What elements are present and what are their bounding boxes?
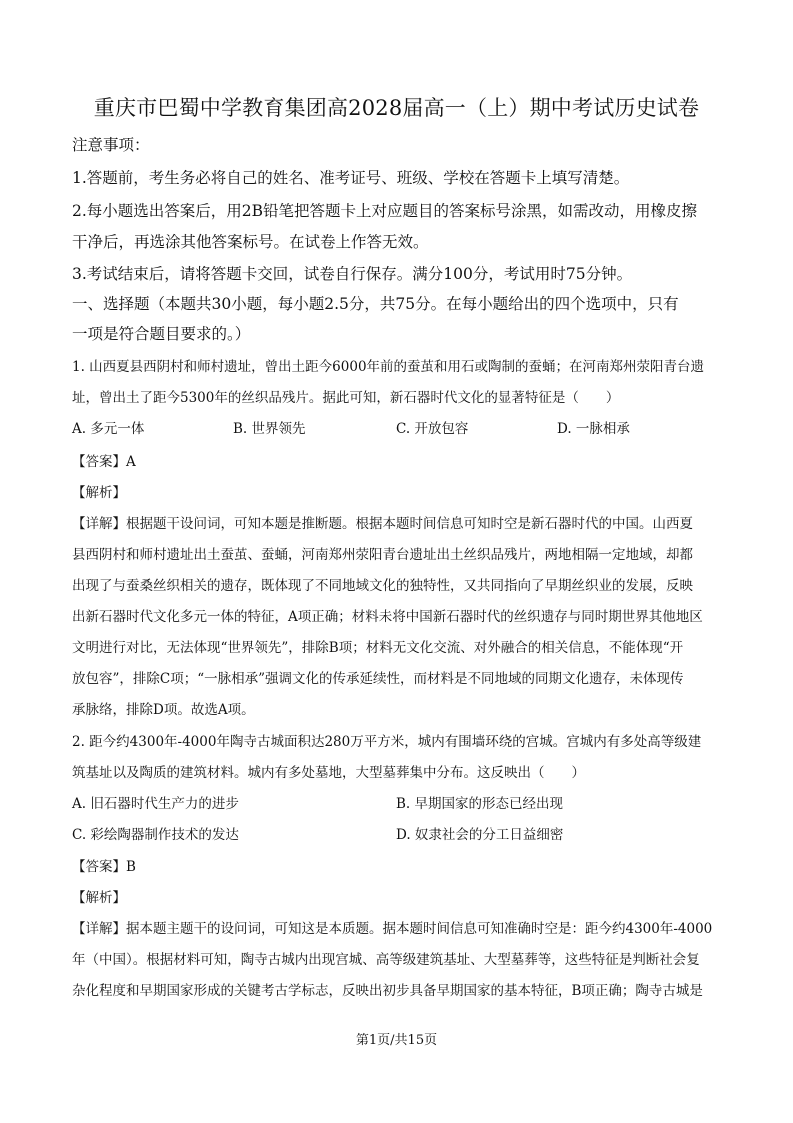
q2-option-c: C. 彩绘陶器制作技术的发达 [72,827,239,843]
q1-stem: 1. 山西夏县西阴村和师村遗址，曾出土距今6000年前的蚕茧和用石或陶制的蚕蛹；在河南郑州荥阳青台遗 [72,359,705,375]
q2-stem: 2. 距今约4300年-4000年陶寺古城面积达280万平方米，城内有围墙环绕的宫城。宫城内有多处高等级建 [72,734,702,750]
q2-option-a: A. 旧石器时代生产力的进步 [72,796,239,812]
q2-option-b: B. 早期国家的形态已经出现 [396,796,564,812]
q1-option-d: D. 一脉相承 [557,421,630,437]
exam-title: 重庆市巴蜀中学教育集团高2028届高一（上）期中考试历史试卷 [93,96,700,120]
q1-answer: 【答案】A [72,454,136,470]
q2-stem: 筑基址以及陶质的建筑材料。城内有多处墓地，大型墓葬集中分布。这反映出（ ） [72,765,585,781]
q1-detail-line: 【详解】根据题干设问词，可知本题是推断题。根据本题时间信息可知时空是新石器时代的中国。山西夏 [72,516,693,532]
q1-detail-line: 县西阴村和师村遗址出土蚕茧、蚕蛹，河南郑州荥阳青台遗址出土丝织品残片，两地相隔一定地域，却都 [72,547,693,563]
notice-item: 3.考试结束后，请将答题卡交回，试卷自行保存。满分100分，考试用时75分钟。 [72,265,633,283]
q2-analysis-label: 【解析】 [72,890,126,906]
q2-answer: 【答案】B [72,859,136,875]
notice-item: 干净后，再选涂其他答案标号。在试卷上作答无效。 [72,233,429,251]
notice-heading: 注意事项： [72,136,150,154]
q2-option-d: D. 奴隶社会的分工日益细密 [396,827,564,843]
q1-option-b: B. 世界领先 [233,421,306,437]
q1-detail-line: 出现了与蚕桑丝织相关的遗存，既体现了不同地域文化的独特性，又共同指向了早期丝织业的发展，反映 [72,578,693,594]
q2-detail-line: 【详解】据本题主题干的设问词，可知这是本质题。据本题时间信息可知准确时空是：距今约4300年-4000 [72,921,713,937]
q1-option-c: C. 开放包容 [396,421,469,437]
q1-detail-line: 出新石器时代文化多元一体的特征，A项正确；材料未将中国新石器时代的丝织遗存与同时期世界其他地区 [72,609,703,625]
notice-item: 1.答题前，考生务必将自己的姓名、准考证号、班级、学校在答题卡上填写清楚。 [72,169,630,187]
q1-detail-line: 文明进行对比，无法体现“世界领先”，排除B项；材料无文化交流、对外融合的相关信息，不能体现“开 [72,640,684,656]
q2-detail-line: 年（中国）。根据材料可知，陶寺古城内出现宫城、高等级建筑基址、大型墓葬等，这些特征是判断社会复 [72,952,700,968]
q1-analysis-label: 【解析】 [72,485,126,501]
section-title: 一、选择题（本题共30小题，每小题2.5分，共75分。在每小题给出的四个选项中，只有 [72,295,679,313]
section-title: 一项是符合题目要求的。） [72,325,251,343]
notice-item: 2.每小题选出答案后，用2B铅笔把答题卡上对应题目的答案标号涂黑，如需改动，用橡皮擦 [72,202,698,220]
q2-detail-line: 杂化程度和早期国家形成的关键考古学标志，反映出初步具备早期国家的基本特征，B项正确；陶寺古城是 [72,983,703,999]
q1-detail-line: 放包容”，排除C项；“一脉相承”强调文化的传承延续性，而材料是不同地域的同期文化遗存，未体现传 [72,671,684,687]
q1-stem: 址，曾出土了距今5300年的丝织品残片。据此可知，新石器时代文化的显著特征是（ ） [72,390,620,406]
page-footer: 第1页/共15页 [355,1033,438,1048]
q1-detail-line: 承脉络，排除D项。故选A项。 [72,702,255,718]
q1-option-a: A. 多元一体 [72,421,145,437]
